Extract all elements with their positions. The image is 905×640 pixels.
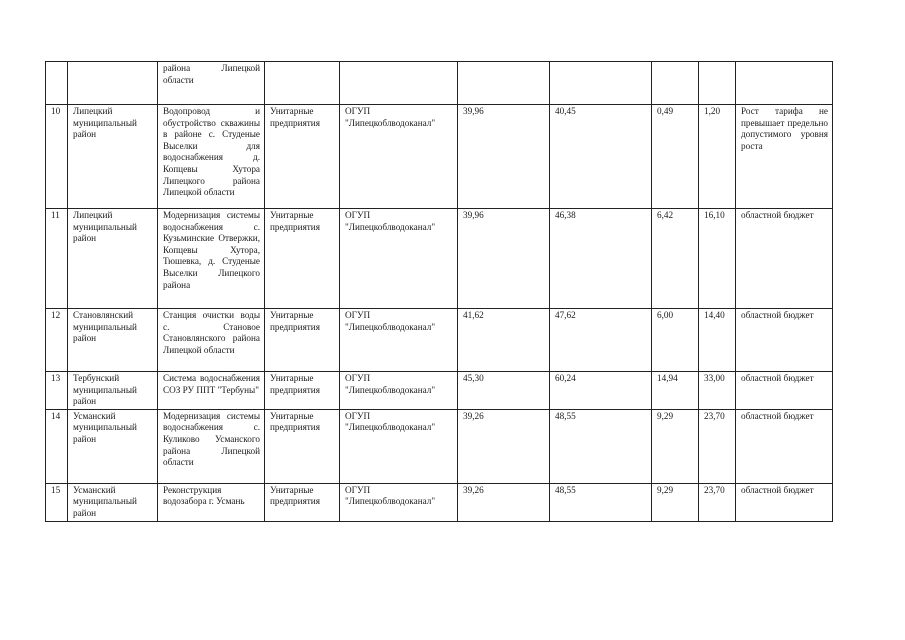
cell-tariff-before: 45,30: [458, 372, 550, 410]
cell-increase-abs: 0,49: [652, 105, 699, 209]
cell-tariff-after: 47,62: [550, 309, 652, 372]
cell-increase-pct: 14,40: [699, 309, 736, 372]
cell-org: ОГУП "Липецкоблводоканал": [340, 372, 458, 410]
table-row: [46, 62, 833, 105]
cell-org: ОГУП "Липецкоблводоканал": [340, 209, 458, 309]
cell-no: 13: [46, 372, 68, 410]
table-row: [46, 309, 833, 372]
cell-increase-pct: 23,70: [699, 483, 736, 521]
cell-increase-abs: 9,29: [652, 483, 699, 521]
cell-object: района Липецкой области: [158, 62, 265, 105]
cell-district: Тербунский муниципальный район: [68, 372, 158, 410]
cell-source: Рост тарифа не превышает предельно допустимого уровня роста: [736, 105, 833, 209]
cell-object: Водопровод и обустройство скважины в районе с. Студеные Выселки для водоснабжения д. Копцевы Хутора Липецкого района Липецкой области: [158, 105, 265, 209]
cell-object: Модернизация системы водоснабжения с. Куликово Усманского района Липецкой области: [158, 409, 265, 483]
cell-no: 11: [46, 209, 68, 309]
cell-source: областной бюджет: [736, 409, 833, 483]
cell-district: Липецкий муниципальный район: [68, 209, 158, 309]
cell-object: Система водоснабжения СОЗ РУ ППТ "Тербуны": [158, 372, 265, 410]
cell-district: Усманский муниципальный район: [68, 483, 158, 521]
cell-tariff-before: 39,26: [458, 409, 550, 483]
cell-no: [46, 62, 68, 105]
cell-org: ОГУП "Липецкоблводоканал": [340, 309, 458, 372]
cell-no: 14: [46, 409, 68, 483]
table-row: [46, 209, 833, 309]
cell-tariff-before: 39,26: [458, 483, 550, 521]
cell-increase-abs: 14,94: [652, 372, 699, 410]
table-row: [46, 105, 833, 209]
cell-increase-pct: 1,20: [699, 105, 736, 209]
cell-tariff-before: 39,96: [458, 105, 550, 209]
cell-source: областной бюджет: [736, 209, 833, 309]
cell-source: областной бюджет: [736, 372, 833, 410]
cell-district: [68, 62, 158, 105]
cell-tariff-after: 48,55: [550, 483, 652, 521]
cell-source: [736, 62, 833, 105]
cell-org-type: Унитарные предприятия: [265, 209, 340, 309]
cell-district: Усманский муниципальный район: [68, 409, 158, 483]
cell-org: ОГУП "Липецкоблводоканал": [340, 483, 458, 521]
cell-org-type: Унитарные предприятия: [265, 483, 340, 521]
cell-increase-pct: 33,00: [699, 372, 736, 410]
cell-increase-pct: 23,70: [699, 409, 736, 483]
cell-tariff-before: [458, 62, 550, 105]
cell-org-type: Унитарные предприятия: [265, 409, 340, 483]
cell-tariff-after: 60,24: [550, 372, 652, 410]
cell-tariff-before: 41,62: [458, 309, 550, 372]
cell-org: ОГУП "Липецкоблводоканал": [340, 409, 458, 483]
cell-org: ОГУП "Липецкоблводоканал": [340, 105, 458, 209]
cell-tariff-after: 40,45: [550, 105, 652, 209]
cell-increase-abs: 9,29: [652, 409, 699, 483]
cell-org-type: Унитарные предприятия: [265, 309, 340, 372]
cell-no: 10: [46, 105, 68, 209]
cell-increase-pct: [699, 62, 736, 105]
table-row: [46, 372, 833, 410]
cell-tariff-after: [550, 62, 652, 105]
table-row: [46, 483, 833, 521]
cell-org-type: [265, 62, 340, 105]
cell-tariff-after: 46,38: [550, 209, 652, 309]
cell-object: Станция очистки воды с. Становое Становлянского района Липецкой области: [158, 309, 265, 372]
cell-no: 12: [46, 309, 68, 372]
cell-increase-abs: 6,00: [652, 309, 699, 372]
cell-district: Становлянский муниципальный район: [68, 309, 158, 372]
table-row: [46, 409, 833, 483]
cell-increase-abs: 6,42: [652, 209, 699, 309]
cell-increase-abs: [652, 62, 699, 105]
cell-tariff-before: 39,96: [458, 209, 550, 309]
cell-district: Липецкий муниципальный район: [68, 105, 158, 209]
cell-org-type: Унитарные предприятия: [265, 372, 340, 410]
tariff-table: [45, 61, 833, 522]
cell-object: Реконструкция водозабора г. Усмань: [158, 483, 265, 521]
cell-source: областной бюджет: [736, 309, 833, 372]
cell-org-type: Унитарные предприятия: [265, 105, 340, 209]
cell-object: Модернизация системы водоснабжения с. Кузьминские Отвержки, Копцевы Хутора, Тюшевка, д. Студеные Выселки Липецкого района: [158, 209, 265, 309]
cell-increase-pct: 16,10: [699, 209, 736, 309]
cell-no: 15: [46, 483, 68, 521]
cell-org: [340, 62, 458, 105]
cell-source: областной бюджет: [736, 483, 833, 521]
cell-tariff-after: 48,55: [550, 409, 652, 483]
